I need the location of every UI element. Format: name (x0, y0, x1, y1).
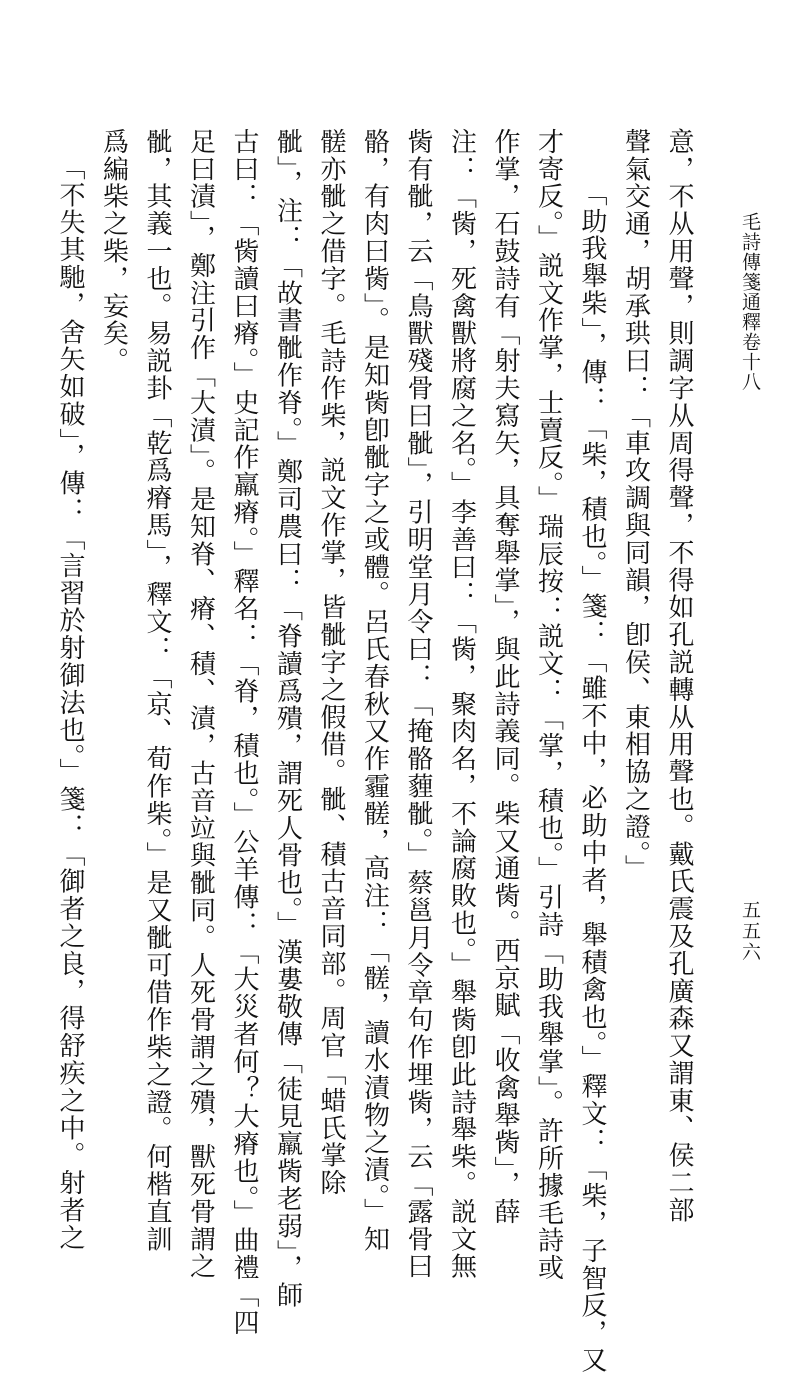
text-column-11: 古曰：「胔讀曰瘠。」史記作羸瘠。」釋名：「脊，積也。」公羊傳：「大災者何？大瘠也。」曲禮「四 (229, 128, 259, 1337)
running-head: 毛詩傳箋通釋卷十八 (739, 212, 761, 392)
text-column-15: 「不失其馳，舍矢如破」，傳：「言習於射御法也。」箋：「御者之良，得舒疾之中。射者之 (55, 154, 85, 1252)
text-column-12: 足曰漬」，鄭注引作「大漬」。是知脊、瘠、積、漬，古音竝與骴同。人死骨謂之殨，獸死骨謂之 (185, 128, 216, 1281)
text-column-7: 胔有骴，云「鳥獸殘骨曰骴」，引明堂月令曰：「掩骼薶骴。」蔡邕月令章句作埋胔，云「露骨曰 (403, 128, 433, 1281)
page-number: 五五六 (739, 900, 761, 963)
text-column-13: 骴，其義一也。易説卦「乾爲瘠馬」，釋文：「京、荀作柴。」是又骴可借作柴之證。何楷直訓 (142, 128, 172, 1253)
text-column-3: 「助我舉柴」，傳：「柴，積也。」箋：「雖不中，必助中者，舉積禽也。」釋文：「柴，子智反，又 (577, 180, 607, 1374)
text-column-9: 髊亦骴之借字。毛詩作柴，説文作掌，皆骴字之假借。骴、積古音同部。周官「蜡氏掌除 (316, 128, 346, 1197)
text-column-6: 注：「胔，死禽獸將腐之名。」李善曰：「胔，聚肉名，不論腐敗也。」舉胔卽此詩舉柴。説文無 (446, 128, 477, 1281)
text-column-1: 意，不从用聲，則調字从周得聲，不得如孔説轉从用聲也。戴氏震及孔廣森又謂東、侯二部 (664, 128, 694, 1224)
text-column-2: 聲氣交通，胡承珙曰：「車攻調與同韻，卽侯、東相協之證。」 (620, 128, 651, 883)
text-column-10: 骴」，注：「故書骴作脊。」鄭司農曰：「脊讀爲殨，謂死人骨也。」漢婁敬傳「徒見羸胔老弱」，師 (272, 128, 303, 1309)
text-column-4: 才寄反。」説文作掌，士賣反。」瑞辰按：説文：「掌，積也。」引詩「助我舉掌」。許所據毛詩或 (533, 128, 564, 1282)
body-text (48, 128, 701, 1374)
text-column-8: 骼，有肉曰胔」。是知胔卽骴字之或體。呂氏春秋又作霾髊，高注：「髊，讀水漬物之漬。」知 (359, 128, 390, 1253)
text-column-14: 爲編柴之柴，妄矣。 (98, 128, 129, 375)
text-column-5: 作掌，石鼓詩有「射夫寫矢，具奪舉掌」，與此詩義同。柴又通胔。西京賦「收禽舉胔」，薛 (490, 128, 520, 1226)
